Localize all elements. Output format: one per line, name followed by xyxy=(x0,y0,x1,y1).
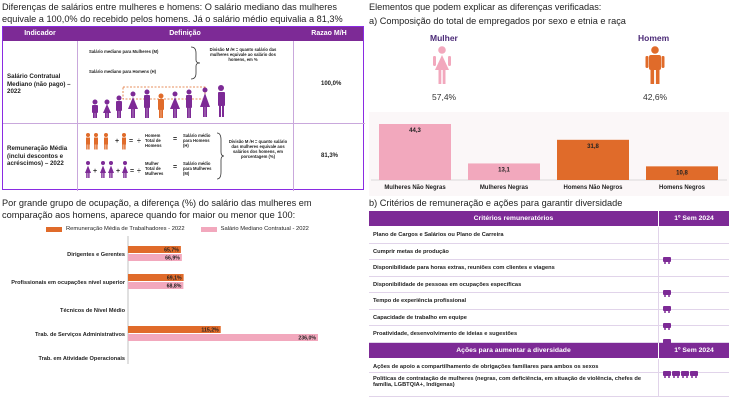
salary-definition-table: Indicador Definição Razao M/H Salário Contratual Mediano (não pago) – 2022 Salário mediano para Mulheres (M) Salário mediano para Homens (H) Divisão M /H = quanto salário das mulheres equivale ao salário dos homens, em % 100,0% Remuneração Média (inclui descontos e acréscimos) – 2022 + = ÷ + + = ÷ Homem Total de Homens Mulher Total de Mulheres = = Salário médio para Homens (H) Salário médio para Mulheres (M) Divisão M /H = quanto salário das mulheres equivale aos salários dos homens, em porcentagem (%) 81,3% xyxy=(2,26,364,190)
category-label: Profissionais em ocupações nível superior xyxy=(11,280,125,286)
eth-bar-value: 31,8 xyxy=(587,143,599,150)
row1-ratio: 100,0% xyxy=(321,81,342,87)
criteria-table xyxy=(369,211,729,400)
chart-legend xyxy=(46,226,309,232)
criteria-row xyxy=(369,227,729,244)
legend-swatch-pink xyxy=(201,227,217,232)
brace-icon xyxy=(189,45,201,81)
category-label: Trab. em Atividade Operacionais xyxy=(38,356,125,362)
header-razao: Razao M/H xyxy=(311,30,347,37)
occupation-bar-chart xyxy=(0,236,364,366)
row2-ratio: 81,3% xyxy=(321,153,339,159)
man-pct: 42,6% xyxy=(643,92,668,102)
criteria-text: Proatividade, desenvolvimento de ideias e sugestões xyxy=(373,331,518,337)
svg-text:=: = xyxy=(129,138,134,145)
people-figures-row1 xyxy=(87,85,287,119)
bar-value-label: 236,0% xyxy=(298,335,316,342)
criteria-header: Critérios remuneratórios xyxy=(369,211,658,226)
svg-text:÷: ÷ xyxy=(137,138,141,145)
criteria-text: Plano de Cargos e Salários ou Plano de Carreira xyxy=(373,232,504,238)
row2-label: Remuneração Média (inclui descontos e acréscimos) – 2022 xyxy=(7,145,68,167)
man-label: Homem xyxy=(638,33,670,43)
legend-swatch-orange xyxy=(46,227,62,232)
criteria-row xyxy=(369,277,729,294)
woman-pct: 57,4% xyxy=(432,92,457,102)
woman-icon xyxy=(431,46,453,86)
criteria-row xyxy=(369,310,729,327)
diversity-period-header: 1º Sem 2024 xyxy=(659,343,729,358)
action-text: Políticas de contratação de mulheres (negras, com deficiência, em situação de violência, chefes de família, LGBTQIA+, Indígenas) xyxy=(373,375,642,388)
svg-text:+: + xyxy=(93,168,98,175)
action-row xyxy=(369,373,729,397)
bar-section-title: Por grande grupo de ocupação, a diferença (%) do salário das mulheres em comparação aos homens, aparece quando for maior ou menor que 100: xyxy=(2,198,312,220)
bar-value-label: 68,8% xyxy=(166,283,182,290)
category-label: Dirigentes e Gerentes xyxy=(67,252,125,258)
eth-category-label: Homens Negros xyxy=(658,185,706,191)
right-title: Elementos que podem explicar as diferenças verificadas: xyxy=(369,2,602,12)
svg-text:+: + xyxy=(116,168,121,175)
criteria-row xyxy=(369,293,729,310)
intro-text: Diferenças de salários entre mulheres e homens: O salário mediano das mulheres equivale a 100,0% do recebido pelos homens. Já o salário médio equivalia a 81,3% xyxy=(2,2,343,24)
row2-def-women: Mulher Total de Mulheres xyxy=(145,161,164,176)
row2-def-formula: Divisão M /H = quanto salário das mulheres equivale aos salários dos homens, em porcentagem (%) xyxy=(228,139,288,159)
legend-series-1: Remuneração Média de Trabalhadores - 2022 xyxy=(66,226,185,232)
eth-bar-value: 10,8 xyxy=(676,170,688,177)
eth-category-label: Homens Não Negros xyxy=(563,185,623,191)
eth-bar-value: 13,1 xyxy=(498,167,510,174)
svg-text:+: + xyxy=(115,138,120,145)
eth-category-label: Mulheres Negras xyxy=(479,185,529,191)
bar-value-label: 69,1% xyxy=(166,275,182,282)
row2-def-avg-women: Salário médio para Mulheres (M) xyxy=(183,161,212,176)
eth-category-label: Mulheres Não Negras xyxy=(384,185,446,191)
right-subtitle-b: b) Critérios de remuneração e ações para garantir diversidade xyxy=(369,198,623,208)
bar-salario xyxy=(128,334,318,341)
criteria-text: Cumprir metas de produção xyxy=(373,248,449,255)
bar-value-label: 115,2% xyxy=(201,327,219,334)
criteria-period-header: 1º Sem 2024 xyxy=(659,211,729,226)
bar-value-label: 65,7% xyxy=(164,247,179,254)
action-text: Ações de apoio a compartilhamento de obrigações familiares para ambos os sexos xyxy=(373,363,599,370)
svg-text:=: = xyxy=(130,168,135,175)
row1-def-women: Salário mediano para Mulheres (M) xyxy=(89,49,159,54)
right-subtitle-a: a) Composição do total de empregados por sexo e etnia e raça xyxy=(369,16,626,26)
legend-series-2: Salário Mediano Contratual - 2022 xyxy=(220,226,309,232)
row1-def-formula: Divisão M /H = quanto salário das mulheres equivale ao salário dos homens, em % xyxy=(209,47,277,62)
row2-def-avg-men: Salário médio para Homens (H) xyxy=(183,133,211,148)
action-row xyxy=(369,359,729,373)
woman-label: Mulher xyxy=(430,33,458,43)
svg-text:÷: ÷ xyxy=(137,168,141,175)
row1-label: Salário Contratual Mediano (não pago) – 2022 xyxy=(7,73,71,95)
criteria-row xyxy=(369,260,729,277)
header-indicador: Indicador xyxy=(24,30,56,37)
ethnicity-bar-chart xyxy=(369,112,729,196)
category-label: Técnicos de Nível Médio xyxy=(60,308,125,314)
criteria-text: Tempo de experiência profissional xyxy=(373,298,467,304)
man-icon xyxy=(644,46,666,86)
row2-def-men: Homem Total de Homens xyxy=(145,133,162,148)
criteria-row xyxy=(369,326,729,343)
category-label: Trab. de Serviços Administrativos xyxy=(35,332,125,338)
diversity-header: Ações para aumentar a diversidade xyxy=(369,343,658,358)
criteria-text: Capacidade de trabalho em equipe xyxy=(373,314,467,321)
eth-bar-value: 44,3 xyxy=(409,128,421,134)
criteria-text: Disponibilidade de pessoas em ocupações específicas xyxy=(373,281,522,288)
bar-value-label: 66,9% xyxy=(165,255,180,262)
criteria-text: Disponibilidade para horas extras, reuniões com clientes e viagens xyxy=(373,265,555,271)
row1-def-men: Salário mediano para Homens (H) xyxy=(89,69,157,74)
brace-icon xyxy=(215,131,225,181)
header-definicao: Definição xyxy=(169,30,201,37)
criteria-row xyxy=(369,244,729,261)
